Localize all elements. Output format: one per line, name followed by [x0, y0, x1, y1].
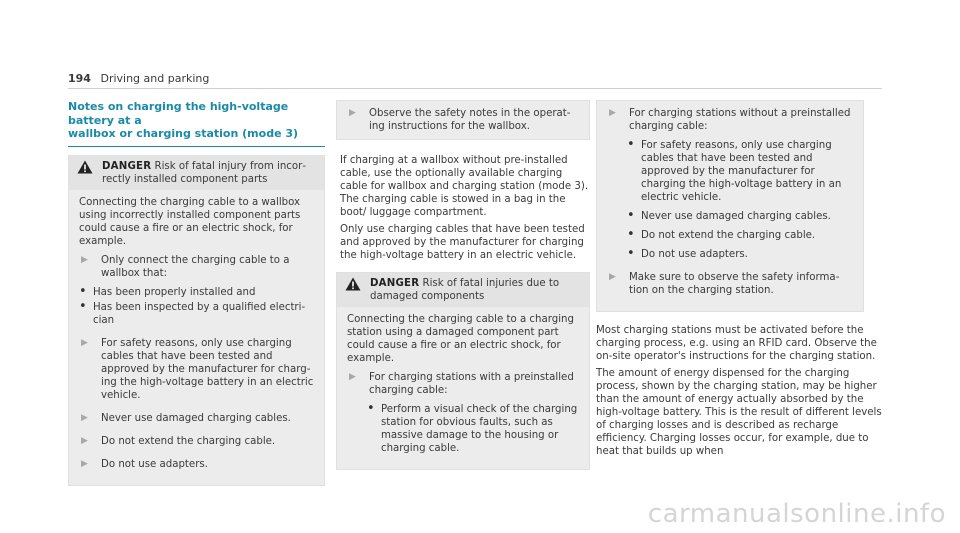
- page-header: [68, 72, 209, 85]
- step-item: [347, 371, 579, 397]
- step-text: For charging stations without a preinstalled charging cable:: [629, 108, 851, 132]
- bullet-dot-icon: •: [627, 208, 635, 223]
- step-text: Do not extend the charging cable.: [101, 435, 276, 447]
- step-text: For safety reasons, only use charging cables that have been tested and approved by the manufacturer for charging the high-voltage battery in an electric vehicle.: [101, 337, 314, 401]
- step-text: Do not use adapters.: [101, 458, 208, 470]
- bullet-dot-icon: •: [79, 283, 87, 299]
- bullet-dot-icon: •: [627, 137, 635, 152]
- danger-text: Risk of fatal injuries due to damaged components: [370, 278, 560, 302]
- step-item: [347, 107, 579, 133]
- bullet-dot-icon: •: [367, 401, 375, 416]
- column-1: [68, 100, 325, 486]
- bullet-dot-icon: •: [79, 298, 87, 314]
- warning-triangle-icon: [77, 160, 93, 174]
- arrow-right-icon: ▶: [81, 412, 88, 423]
- bullet-item: • For safety reasons, only use charging cables that have been tested and approved by the manufacturer for charging the high-voltage battery in an electric vehicle.: [627, 137, 842, 203]
- danger-header: [337, 273, 589, 307]
- arrow-right-icon: ▶: [81, 337, 88, 348]
- bullet-dot-icon: •: [627, 227, 635, 242]
- section-name: Driving and parking: [100, 72, 210, 85]
- bullet-item: • Has been inspected by a qualified electrician: [79, 298, 306, 326]
- arrow-right-icon: ▶: [81, 254, 88, 265]
- danger-body: Connecting the charging cable to a charging station using a damaged component part could cause a fire or an electric shock, for example.: [347, 314, 574, 364]
- column-3: [596, 100, 882, 462]
- danger-box: [68, 155, 325, 486]
- step-item: [607, 107, 853, 133]
- note-box: [596, 100, 864, 312]
- section-title-line-2: wallbox or charging station (mode 3): [68, 127, 299, 140]
- note-box: [336, 100, 590, 140]
- step-item: [79, 435, 314, 448]
- step-item: [79, 458, 314, 471]
- danger-text: Risk of fatal injury from incorrectly installed component parts: [102, 160, 307, 185]
- section-title-line-1: Notes on charging the high-voltage battery at a: [68, 100, 289, 127]
- step-text: Never use damaged charging cables.: [101, 412, 291, 424]
- bullet-dot-icon: •: [627, 246, 635, 261]
- paragraph: The amount of energy dispensed for the charging process, shown by the charging station, may be higher than the amount of energy actually absorbed by the high-voltage battery. This is the result of different levels of charging losses and is described as recharge efficiency. Charging losses occur, for example, due to heat that builds up when: [596, 368, 882, 457]
- arrow-right-icon: ▶: [609, 108, 616, 118]
- step-text: Observe the safety notes in the operating instructions for the wallbox.: [369, 108, 571, 132]
- danger-body: Connecting the charging cable to a wallbox using incorrectly installed component parts could cause a fire or an electric shock, for example.: [79, 196, 301, 247]
- danger-label: DANGER: [102, 160, 152, 172]
- step-item: [79, 337, 314, 402]
- paragraph: If charging at a wallbox without pre-installed cable, use the optionally available charging cable for wallbox and charging station (mode 3). The charging cable is stowed in a bag in the boot/ luggage compartment.: [340, 155, 589, 218]
- step-item: [79, 412, 314, 425]
- step-text: Only connect the charging cable to a wallbox that:: [101, 254, 290, 279]
- column-2: [336, 100, 590, 470]
- watermark: carmanualsonline.info: [647, 499, 946, 529]
- danger-box: [336, 272, 590, 470]
- bullet-item: • Never use damaged charging cables.: [627, 208, 831, 223]
- step-item: [607, 271, 853, 297]
- title-divider: [68, 146, 325, 147]
- step-text: Make sure to observe the safety information on the charging station.: [629, 272, 840, 296]
- arrow-right-icon: ▶: [349, 372, 356, 382]
- bullet-item: • Do not use adapters.: [627, 246, 748, 261]
- header-divider: [68, 88, 882, 89]
- section-title: [68, 100, 325, 141]
- arrow-right-icon: ▶: [81, 458, 88, 469]
- arrow-right-icon: ▶: [349, 108, 356, 118]
- page-number: 194: [68, 72, 91, 85]
- step-text: For charging stations with a preinstalled charging cable:: [369, 372, 574, 396]
- step-item: [79, 254, 314, 280]
- paragraph: Only use charging cables that have been tested and approved by the manufacturer for charging the high-voltage battery in an electric vehicle.: [340, 224, 585, 261]
- bullet-item: • Perform a visual check of the charging station for obvious faults, such as massive damage to the housing or charging cable.: [367, 401, 578, 454]
- paragraph: Most charging stations must be activated before the charging process, e.g. using an RFID card. Observe the on-site operator's instructions for the charging station.: [596, 325, 877, 362]
- warning-triangle-icon: [345, 277, 361, 291]
- bullet-item: • Do not extend the charging cable.: [627, 227, 816, 242]
- arrow-right-icon: ▶: [81, 435, 88, 446]
- bullet-item: • Has been properly installed and: [79, 283, 256, 299]
- danger-header: [69, 156, 324, 190]
- danger-label: DANGER: [370, 278, 420, 289]
- arrow-right-icon: ▶: [609, 272, 616, 282]
